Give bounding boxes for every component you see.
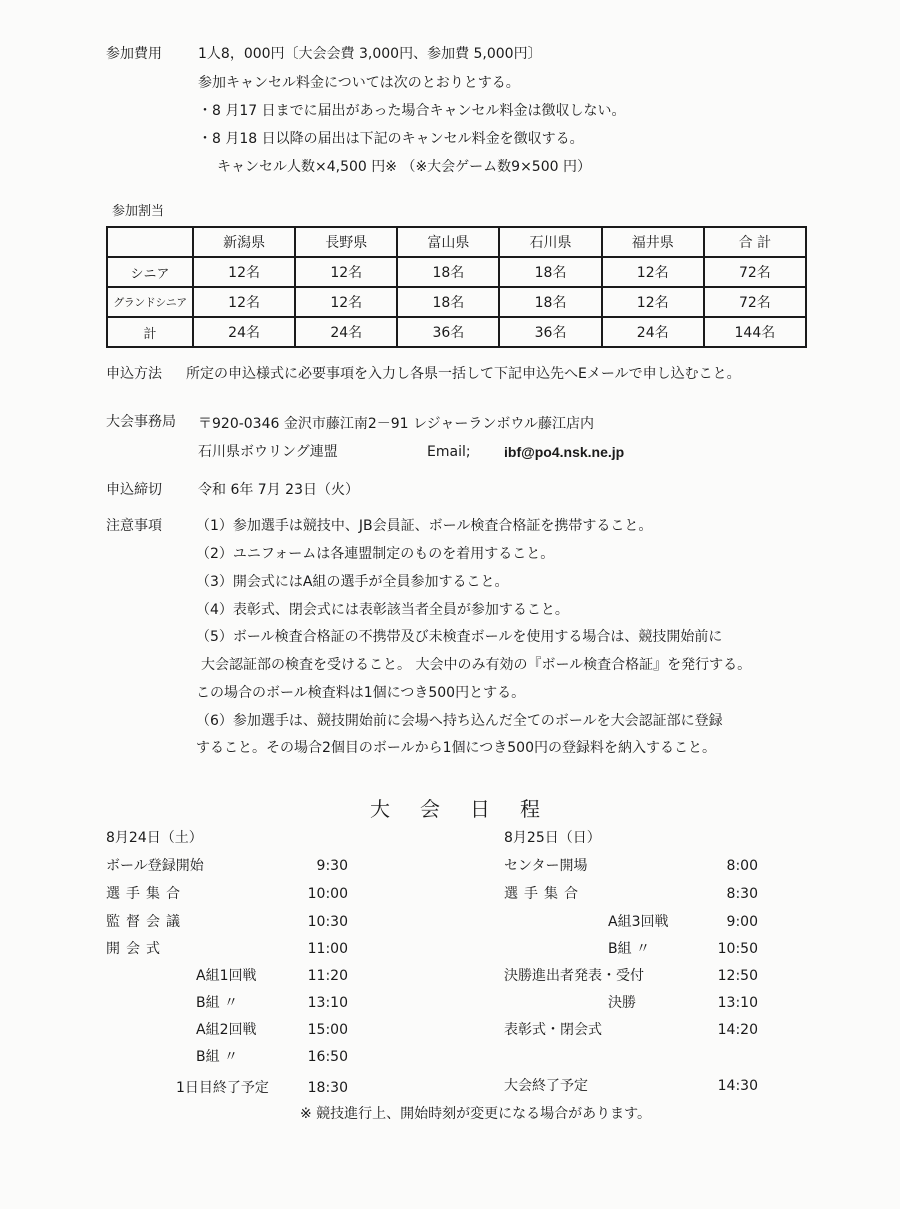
schedule-event: A組2回戦 xyxy=(196,1022,257,1038)
table-cell: 24名 xyxy=(602,317,704,347)
table-cell: 12名 xyxy=(602,287,704,317)
schedule-time: 18:30 xyxy=(307,1080,348,1096)
office-address: 〒920-0346 金沢市藤江南2－91 レジャーランボウル藤江店内 xyxy=(198,416,594,432)
schedule-event: 1日目終了予定 xyxy=(176,1080,269,1096)
table-header-cell: 長野県 xyxy=(295,227,397,257)
table-cell: 18名 xyxy=(499,287,601,317)
fee-label: 参加費用 xyxy=(106,46,162,62)
table-cell: 72名 xyxy=(704,287,806,317)
schedule-event: 選手集合 xyxy=(504,886,584,902)
schedule-time: 12:50 xyxy=(717,968,758,984)
schedule-time: 11:00 xyxy=(307,941,348,957)
schedule-event: 監督会議 xyxy=(106,914,186,930)
table-header-cell: 合 計 xyxy=(704,227,806,257)
apply-method-text: 所定の申込様式に必要事項を入力し各県一括して下記申込先へEメールで申し込むこと。 xyxy=(186,366,741,382)
fee-line-5: キャンセル人数×4,500 円※ （※大会ゲーム数9×500 円） xyxy=(217,159,591,175)
day2-date: 8月25日（日） xyxy=(504,830,601,846)
schedule-event: 表彰式・閉会式 xyxy=(504,1022,602,1038)
email-label: Email; xyxy=(427,444,471,460)
note-line: （1）参加選手は競技中、JB会員証、ボール検査合格証を携帯すること。 xyxy=(196,518,653,534)
row-label: シニア xyxy=(107,257,193,287)
schedule-event: B組 〃 xyxy=(196,995,239,1011)
table-cell: 36名 xyxy=(499,317,601,347)
table-header-cell xyxy=(107,227,193,257)
table-cell: 18名 xyxy=(499,257,601,287)
note-line: （6）参加選手は、競技開始前に会場へ持ち込んだ全てのボールを大会認証部に登録 xyxy=(196,713,723,729)
fee-line-3: ・8 月17 日までに届出があった場合キャンセル料金は徴収しない。 xyxy=(198,103,626,119)
table-header-cell: 石川県 xyxy=(499,227,601,257)
schedule-time: 8:30 xyxy=(726,886,758,902)
table-cell: 36名 xyxy=(397,317,499,347)
schedule-time: 9:00 xyxy=(726,914,758,930)
table-cell: 18名 xyxy=(397,287,499,317)
table-cell: 12名 xyxy=(193,257,295,287)
allocation-table xyxy=(106,226,807,348)
schedule-title: 大会日程 xyxy=(370,797,570,821)
deadline-label: 申込締切 xyxy=(106,482,162,498)
note-line: （5）ボール検査合格証の不携帯及び未検査ボールを使用する場合は、競技開始前に xyxy=(196,629,723,645)
fee-line-2: 参加キャンセル料金については次のとおりとする。 xyxy=(198,75,520,91)
table-row xyxy=(107,287,806,317)
note-line: 大会認証部の検査を受けること。 大会中のみ有効の『ボール検査合格証』を発行する。 xyxy=(201,657,752,673)
fee-line-1: 1人8，000円〔大会会費 3,000円、参加費 5,000円〕 xyxy=(198,46,542,62)
note-line: この場合のボール検査料は1個につき500円とする。 xyxy=(196,685,526,701)
row-label: グランドシニア xyxy=(107,287,193,317)
schedule-time: 9:30 xyxy=(316,858,348,874)
table-header-cell: 新潟県 xyxy=(193,227,295,257)
row-label: 計 xyxy=(107,317,193,347)
schedule-event: B組 〃 xyxy=(196,1049,239,1065)
schedule-time: 13:10 xyxy=(307,995,348,1011)
schedule-event: 決勝進出者発表・受付 xyxy=(504,968,644,984)
table-header-cell: 富山県 xyxy=(397,227,499,257)
table-cell: 12名 xyxy=(193,287,295,317)
table-cell: 24名 xyxy=(193,317,295,347)
apply-method-label: 申込方法 xyxy=(106,366,162,382)
schedule-event: 開会式 xyxy=(106,941,166,957)
schedule-time: 10:00 xyxy=(307,886,348,902)
schedule-event: ボール登録開始 xyxy=(106,858,204,874)
table-cell: 24名 xyxy=(295,317,397,347)
schedule-time: 10:50 xyxy=(717,941,758,957)
schedule-time: 14:30 xyxy=(717,1078,758,1094)
schedule-event: センター開場 xyxy=(504,858,588,874)
email-address: ibf@po4.nsk.ne.jp xyxy=(504,444,625,460)
schedule-event: A組3回戦 xyxy=(608,914,669,930)
schedule-time: 13:10 xyxy=(717,995,758,1011)
notes-label: 注意事項 xyxy=(106,518,162,534)
note-line: （3）開会式にはA組の選手が全員参加すること。 xyxy=(196,574,509,590)
table-row xyxy=(107,317,806,347)
table-header-row xyxy=(107,227,806,257)
schedule-time: 10:30 xyxy=(307,914,348,930)
table-cell: 12名 xyxy=(295,287,397,317)
table-cell: 72名 xyxy=(704,257,806,287)
allocation-label: 参加割当 xyxy=(112,204,165,219)
office-label: 大会事務局 xyxy=(106,414,176,430)
deadline-text: 令和 6年 7月 23日（火） xyxy=(198,482,359,498)
schedule-note: ※ 競技進行上、開始時刻が変更になる場合があります。 xyxy=(300,1106,652,1122)
table-cell: 144名 xyxy=(704,317,806,347)
schedule-event: B組 〃 xyxy=(608,941,651,957)
schedule-time: 14:20 xyxy=(717,1022,758,1038)
table-row xyxy=(107,257,806,287)
note-line: すること。その場合2個目のボールから1個につき500円の登録料を納入すること。 xyxy=(196,740,716,756)
schedule-event: 決勝 xyxy=(608,995,636,1011)
schedule-time: 15:00 xyxy=(307,1022,348,1038)
office-org: 石川県ボウリング連盟 xyxy=(198,444,338,460)
schedule-event: A組1回戦 xyxy=(196,968,257,984)
table-header-cell: 福井県 xyxy=(602,227,704,257)
note-line: （2）ユニフォームは各連盟制定のものを着用すること。 xyxy=(196,546,555,562)
table-cell: 18名 xyxy=(397,257,499,287)
schedule-time: 11:20 xyxy=(307,968,348,984)
day1-date: 8月24日（土） xyxy=(106,830,203,846)
schedule-time: 8:00 xyxy=(726,858,758,874)
schedule-time: 16:50 xyxy=(307,1049,348,1065)
note-line: （4）表彰式、閉会式には表彰該当者全員が参加すること。 xyxy=(196,602,569,618)
table-cell: 12名 xyxy=(295,257,397,287)
schedule-event: 選手集合 xyxy=(106,886,186,902)
table-cell: 12名 xyxy=(602,257,704,287)
fee-line-4: ・8 月18 日以降の届出は下記のキャンセル料金を徴収する。 xyxy=(198,131,584,147)
schedule-event: 大会終了予定 xyxy=(504,1078,588,1094)
